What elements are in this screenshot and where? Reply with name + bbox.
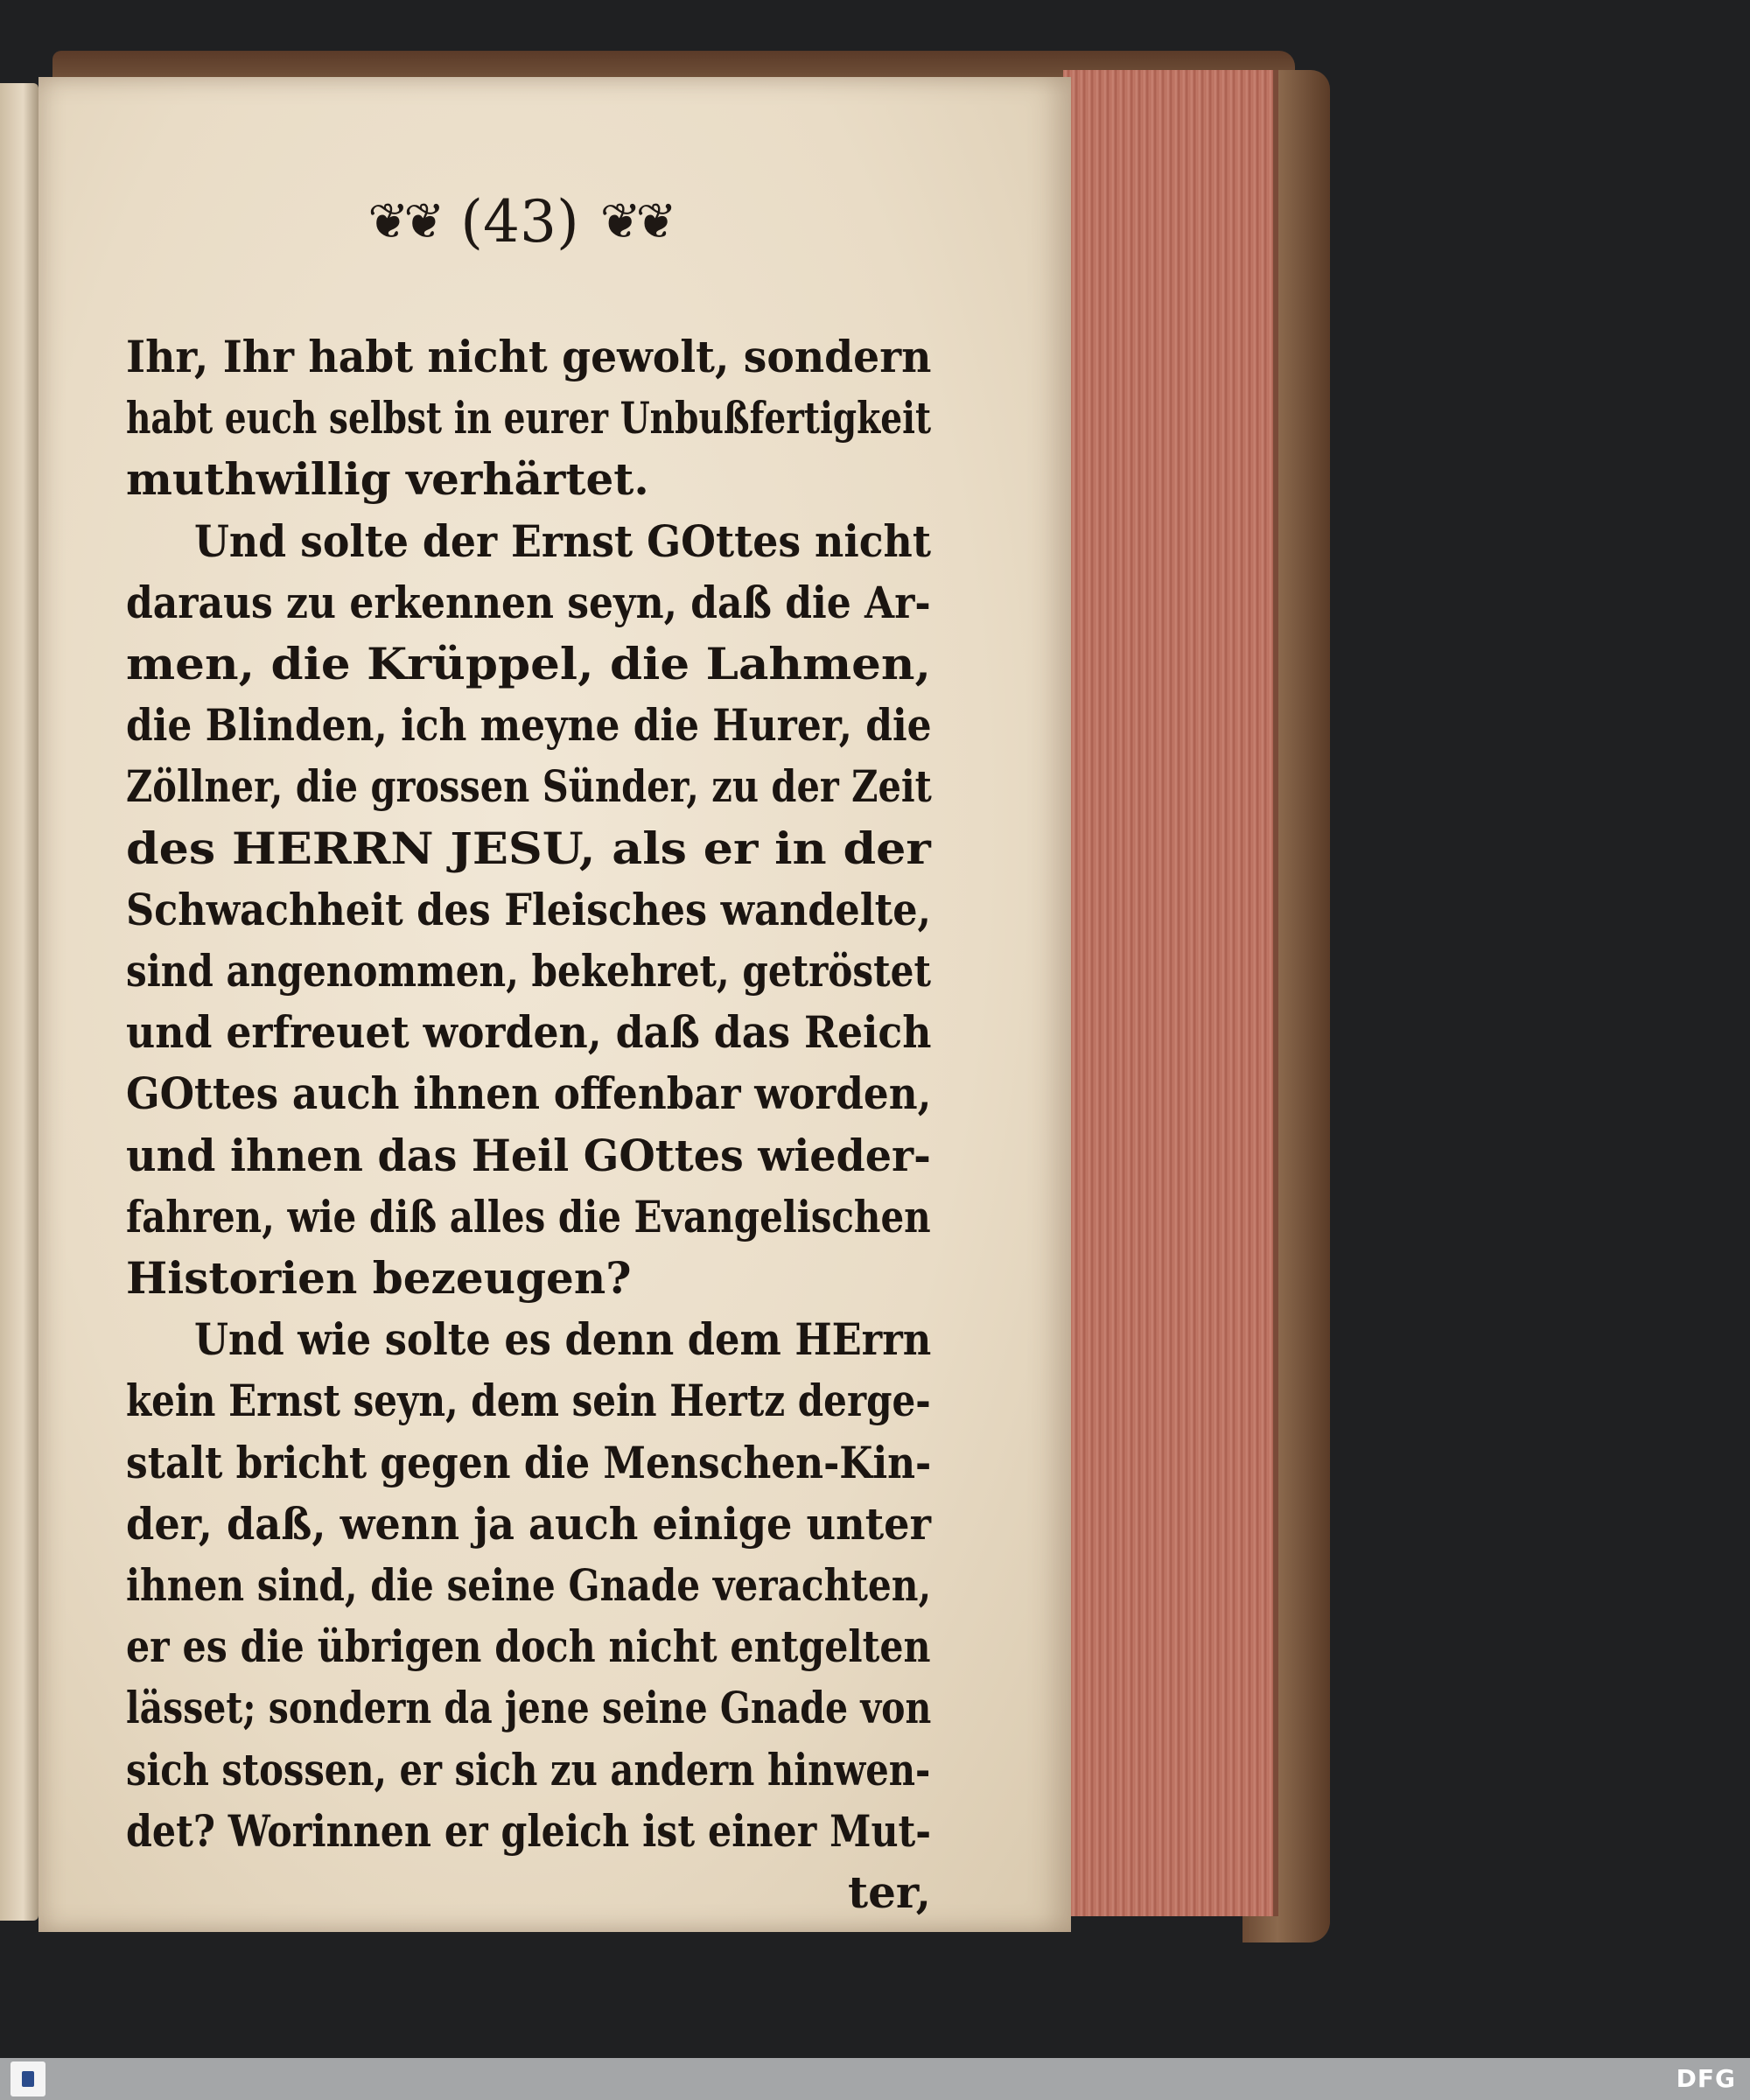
page-header bbox=[336, 182, 704, 261]
ornament-left-icon: ❦❦ bbox=[368, 192, 440, 250]
text-line: lässet; sondern da jene seine Gnade von bbox=[126, 1682, 932, 1734]
page-number: (43) bbox=[460, 187, 579, 256]
text-line: Und wie solte es denn dem HErrn bbox=[194, 1313, 932, 1366]
library-logo-icon[interactable] bbox=[10, 2062, 46, 2096]
text-line: ihnen sind, die seine Gnade verachten, bbox=[126, 1559, 932, 1612]
text-line: Schwachheit des Fleisches wandelte, bbox=[126, 883, 932, 935]
book-page bbox=[38, 77, 1071, 1932]
dfg-logo: DFG bbox=[1676, 2064, 1736, 2093]
text-line: GOttes auch ihnen offenbar worden, bbox=[126, 1068, 932, 1120]
catchword: ter, bbox=[847, 1866, 931, 1919]
text-line: der, daß, wenn ja auch einige unter bbox=[126, 1497, 931, 1550]
text-line: er es die übrigen doch nicht entgelten bbox=[126, 1620, 931, 1673]
text-line: Historien bezeugen? bbox=[126, 1252, 632, 1305]
text-line: sind angenommen, bekehret, getröstet bbox=[126, 945, 931, 998]
text-line: men, die Krüppel, die Lahmen, bbox=[126, 638, 932, 690]
text-line: Ihr, Ihr habt nicht gewolt, sondern bbox=[126, 331, 932, 382]
text-line: kein Ernst seyn, dem sein Hertz derge- bbox=[126, 1375, 931, 1427]
text-line: muthwillig verhärtet. bbox=[126, 453, 649, 506]
text-line: stalt bricht gegen die Menschen-Kin- bbox=[126, 1436, 932, 1488]
text-line: und erfreuet worden, daß das Reich bbox=[126, 1006, 932, 1059]
left-page-edge bbox=[0, 83, 38, 1921]
viewer-footer-bar bbox=[0, 2058, 1750, 2100]
text-line: det? Worinnen er gleich ist einer Mut- bbox=[126, 1804, 932, 1857]
text-line: und ihnen das Heil GOttes wieder- bbox=[126, 1129, 931, 1181]
text-line: daraus zu erkennen seyn, daß die Ar- bbox=[126, 576, 931, 628]
text-line: sich stossen, er sich zu andern hinwen- bbox=[126, 1743, 931, 1796]
text-line: Zöllner, die grossen Sünder, zu der Zeit bbox=[126, 760, 932, 813]
text-line: Und solte der Ernst GOttes nicht bbox=[194, 514, 931, 567]
page-text bbox=[126, 326, 931, 1923]
text-line: fahren, wie diß alles die Evangelischen bbox=[126, 1190, 931, 1242]
text-line: habt euch selbst in eurer Unbußfertigkeit bbox=[126, 392, 932, 444]
page-block-edges bbox=[1063, 70, 1278, 1916]
ornament-right-icon: ❦❦ bbox=[599, 192, 672, 250]
text-line: des HERRN JESU, als er in der bbox=[126, 822, 931, 874]
text-line: die Blinden, ich meyne die Hurer, die bbox=[126, 699, 932, 752]
